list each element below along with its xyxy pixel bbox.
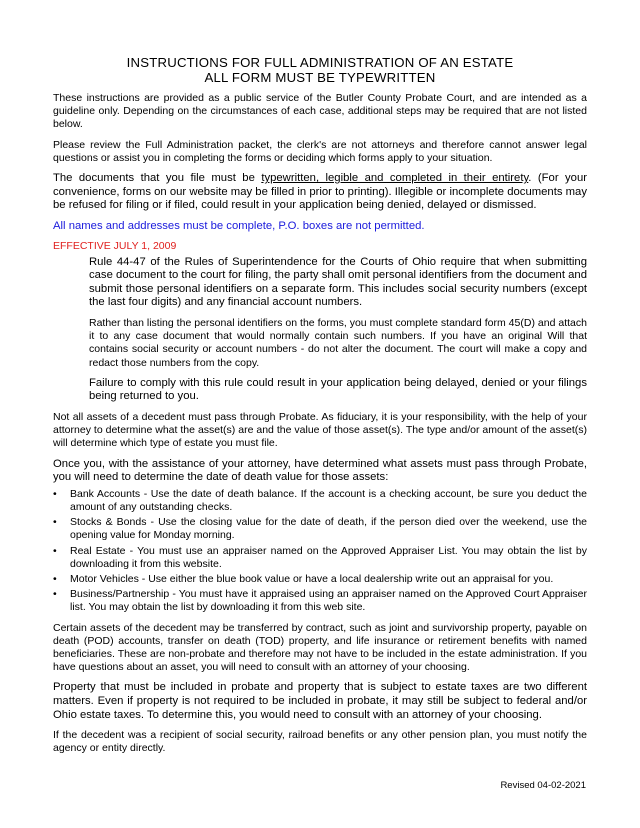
bullet-icon: • [53, 544, 57, 557]
list-item [53, 545, 587, 571]
list-item-text: Bank Accounts - Use the date of death balance. If the account is a checking account, be sure you deduct the amount of any outstanding checks. [70, 487, 587, 513]
form-45d-paragraph: Rather than listing the personal identifiers on the forms, you must complete standard form 45(D) and attach it to any case document that would normally contain such numbers. If you have an original Will that contains social security or account numbers - do not alter the document. The court will make a copy and redact those numbers from the copy. [89, 316, 587, 369]
documents-paragraph [53, 172, 587, 213]
pension-paragraph: If the decedent was a recipient of social security, railroad benefits or any other pension plan, you must notify the agency or entity directly. [53, 729, 587, 755]
names-notice: All names and addresses must be complete, P.O. boxes are not permitted. [53, 219, 425, 232]
list-item [53, 573, 587, 586]
rule-44-47-paragraph: Rule 44-47 of the Rules of Superintendence for the Courts of Ohio require that when submitting case document to the court for filing, the party shall omit personal identifiers from the document and submit those personal identifiers on a separate form. This includes social security numbers (except the last four digits) and any financial account numbers. [89, 255, 587, 309]
list-item-text: Real Estate - You must use an appraiser named on the Approved Appraiser List. You may obtain the list by downloading it from this website. [70, 544, 587, 570]
list-item-text: Business/Partnership - You must have it appraised using an appraiser named on the Approved Court Appraiser list. You may obtain the list by downloading it from this web site. [70, 588, 587, 614]
once-you-paragraph: Once you, with the assistance of your attorney, have determined what assets must pass through Probate, you will need to determine the date of death value for those assets: [53, 457, 587, 484]
title-line-2: ALL FORM MUST BE TYPEWRITTEN [204, 70, 436, 85]
failure-paragraph: Failure to comply with this rule could result in your application being delayed, denied or your filings being returned to you. [89, 376, 587, 403]
bullet-icon: • [53, 487, 57, 500]
list-item [53, 488, 587, 514]
documents-lead: The documents that you file must be [53, 172, 262, 185]
certain-assets-paragraph: Certain assets of the decedent may be transferred by contract, such as joint and survivorship property, payable on death (POD) accounts, transfer on death (TOD) property, and life insurance or retirement benefits with named beneficiaries. These are non-probate and therefore may not have to be included in the estate administration. If you have questions about an asset, you will need to consult with an attorney of your choosing. [53, 621, 587, 674]
property-probate-paragraph: Property that must be included in probate and property that is subject to estate taxes are two different matters. Even if property is not required to be included in probate, it may still be subject to federal and/or Ohio estate taxes. To determine this, you would need to consult with an attorney of your choosing. [53, 681, 587, 721]
documents-underlined-requirement: typewritten, legible and completed in their entirety [261, 172, 529, 185]
list-item [53, 588, 587, 614]
intro-paragraph: These instructions are provided as a public service of the Butler County Probate Court, and are intended as a guideline only. Depending on the circumstances of each case, additional steps may be required that are not listed below. [53, 92, 587, 131]
effective-date: EFFECTIVE JULY 1, 2009 [53, 240, 177, 253]
documents-rest: . (For your convenience, forms on our website may be filled in prior to printing). Illegible or incomplete documents may be refused for filing or if filed, could result in your application being denied, delayed or dismissed. [53, 172, 587, 212]
list-item [53, 516, 587, 542]
document-title [0, 55, 640, 85]
bullet-icon: • [53, 588, 57, 601]
not-all-assets-paragraph: Not all assets of a decedent must pass through Probate. As fiduciary, it is your responsibility, with the help of your attorney to determine what the asset(s) are and the value of those asset(s). The type and/or amount of the asset(s) will determine which type of estate you must file. [53, 410, 587, 450]
list-item-text: Motor Vehicles - Use either the blue book value or have a local dealership write out an appraisal for you. [70, 572, 554, 585]
revised-date: Revised 04-02-2021 [500, 780, 586, 791]
bullet-icon: • [53, 516, 57, 529]
asset-valuation-list [53, 488, 587, 615]
review-paragraph: Please review the Full Administration packet, the clerk's are not attorneys and therefore cannot answer legal questions or assist you in completing the forms or deciding which forms apply to your situation. [53, 138, 587, 164]
bullet-icon: • [53, 572, 57, 585]
document-body [53, 92, 587, 763]
title-line-1: INSTRUCTIONS FOR FULL ADMINISTRATION OF AN ESTATE [126, 55, 514, 70]
list-item-text: Stocks & Bonds - Use the closing value for the date of death, if the person died over the weekend, use the opening value for Monday morning. [70, 516, 587, 542]
